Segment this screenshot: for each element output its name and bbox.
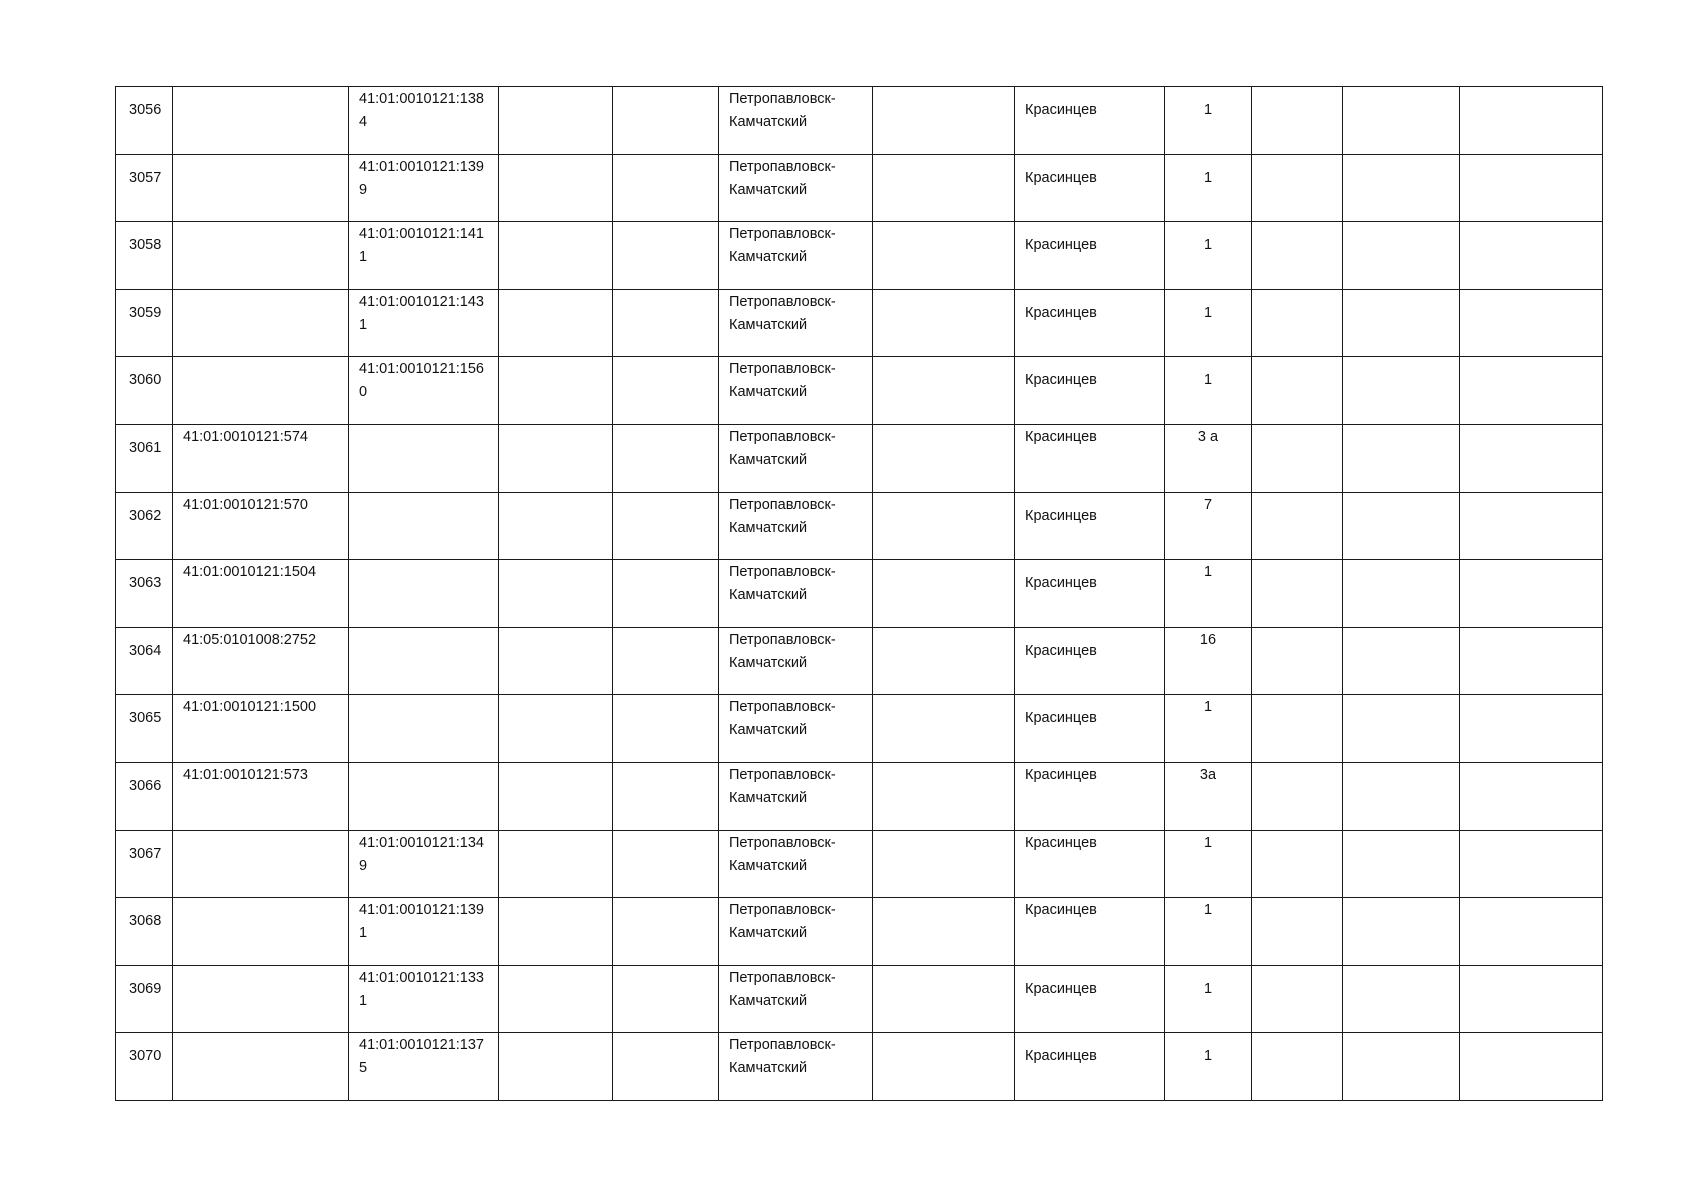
empty-col-11-cell <box>1343 898 1460 966</box>
cadastral-subnumber-cell <box>349 87 499 155</box>
street-cell <box>1015 289 1165 357</box>
city-cell <box>719 965 873 1033</box>
empty-col-5-cell <box>613 830 719 898</box>
house-number: 7 <box>1203 496 1213 513</box>
cadastral-subnumber-cell <box>349 695 499 763</box>
city: Петропавловск-Камчатский <box>729 902 836 942</box>
house-number: 1 <box>1203 980 1213 997</box>
row-number: 3064 <box>129 642 162 659</box>
cadastral-number: 41:01:0010121:570 <box>183 496 308 513</box>
cadastral-number-cell <box>173 762 349 830</box>
empty-col-12-cell <box>1460 424 1603 492</box>
cadastral-subnumber: 41:01:0010121:1431 <box>359 293 484 333</box>
row-number-cell <box>116 154 173 222</box>
street-cell <box>1015 762 1165 830</box>
row-number: 3066 <box>129 777 162 794</box>
cadastral-subnumber-cell <box>349 560 499 628</box>
cadastral-number-cell <box>173 560 349 628</box>
empty-col-12-cell <box>1460 492 1603 560</box>
house-number: 1 <box>1203 237 1213 254</box>
empty-col-7-cell <box>873 898 1015 966</box>
empty-col-10-cell <box>1252 289 1343 357</box>
house-number: 1 <box>1203 169 1213 186</box>
city-cell <box>719 830 873 898</box>
cadastral-subnumber-cell <box>349 627 499 695</box>
table-row <box>116 492 1603 560</box>
house-number-cell <box>1165 222 1252 290</box>
street: Красинцев <box>1025 642 1097 659</box>
city: Петропавловск-Камчатский <box>729 293 836 333</box>
street: Красинцев <box>1025 237 1097 254</box>
cadastral-number-cell <box>173 1033 349 1101</box>
empty-col-5-cell <box>613 695 719 763</box>
house-number-cell <box>1165 695 1252 763</box>
empty-col-4-cell <box>499 830 613 898</box>
row-number: 3069 <box>129 980 162 997</box>
city-cell <box>719 560 873 628</box>
empty-col-5-cell <box>613 762 719 830</box>
street-cell <box>1015 898 1165 966</box>
cadastral-number-cell <box>173 289 349 357</box>
empty-col-7-cell <box>873 424 1015 492</box>
empty-col-11-cell <box>1343 695 1460 763</box>
empty-col-5-cell <box>613 627 719 695</box>
house-number-cell <box>1165 627 1252 695</box>
empty-col-10-cell <box>1252 830 1343 898</box>
city-cell <box>719 492 873 560</box>
city: Петропавловск-Камчатский <box>729 428 836 468</box>
empty-col-7-cell <box>873 627 1015 695</box>
empty-col-5-cell <box>613 289 719 357</box>
cadastral-subnumber: 41:01:0010121:1411 <box>359 226 484 266</box>
city: Петропавловск-Камчатский <box>729 496 836 536</box>
cadastral-subnumber-cell <box>349 357 499 425</box>
empty-col-7-cell <box>873 289 1015 357</box>
empty-col-5-cell <box>613 1033 719 1101</box>
table-row <box>116 424 1603 492</box>
cadastral-number-cell <box>173 627 349 695</box>
cadastral-number: 41:01:0010121:573 <box>183 766 308 783</box>
table-row <box>116 357 1603 425</box>
house-number: 3 а <box>1197 428 1219 445</box>
empty-col-12-cell <box>1460 965 1603 1033</box>
city: Петропавловск-Камчатский <box>729 158 836 198</box>
house-number-cell <box>1165 424 1252 492</box>
empty-col-10-cell <box>1252 627 1343 695</box>
row-number: 3068 <box>129 913 162 930</box>
empty-col-12-cell <box>1460 627 1603 695</box>
house-number: 1 <box>1203 1048 1213 1065</box>
empty-col-10-cell <box>1252 762 1343 830</box>
empty-col-4-cell <box>499 965 613 1033</box>
city-cell <box>719 87 873 155</box>
row-number: 3059 <box>129 304 162 321</box>
cadastral-number-cell <box>173 695 349 763</box>
empty-col-4-cell <box>499 424 613 492</box>
empty-col-12-cell <box>1460 222 1603 290</box>
empty-col-7-cell <box>873 762 1015 830</box>
empty-col-11-cell <box>1343 560 1460 628</box>
cadastral-number-cell <box>173 222 349 290</box>
empty-col-7-cell <box>873 560 1015 628</box>
empty-col-7-cell <box>873 830 1015 898</box>
cadastral-number-cell <box>173 87 349 155</box>
cadastral-number-cell <box>173 357 349 425</box>
cadastral-number-cell <box>173 898 349 966</box>
empty-col-5-cell <box>613 222 719 290</box>
cadastral-subnumber: 41:01:0010121:1391 <box>359 902 484 942</box>
street-cell <box>1015 965 1165 1033</box>
empty-col-10-cell <box>1252 424 1343 492</box>
city: Петропавловск-Камчатский <box>729 361 836 401</box>
cadastral-subnumber-cell <box>349 965 499 1033</box>
house-number-cell <box>1165 762 1252 830</box>
cadastral-subnumber-cell <box>349 289 499 357</box>
table-row <box>116 830 1603 898</box>
cadastral-subnumber: 41:01:0010121:1399 <box>359 158 484 198</box>
empty-col-10-cell <box>1252 560 1343 628</box>
table-row <box>116 222 1603 290</box>
cadastral-subnumber-cell <box>349 154 499 222</box>
empty-col-12-cell <box>1460 154 1603 222</box>
empty-col-10-cell <box>1252 695 1343 763</box>
house-number-cell <box>1165 154 1252 222</box>
cadastral-number-cell <box>173 830 349 898</box>
cadastral-number-cell <box>173 154 349 222</box>
street-cell <box>1015 154 1165 222</box>
empty-col-4-cell <box>499 492 613 560</box>
street: Красинцев <box>1025 710 1097 727</box>
row-number-cell <box>116 830 173 898</box>
row-number: 3062 <box>129 507 162 524</box>
table-row <box>116 627 1603 695</box>
house-number-cell <box>1165 357 1252 425</box>
house-number-cell <box>1165 87 1252 155</box>
empty-col-11-cell <box>1343 289 1460 357</box>
street-cell <box>1015 222 1165 290</box>
street-cell <box>1015 87 1165 155</box>
city: Петропавловск-Камчатский <box>729 226 836 266</box>
empty-col-4-cell <box>499 222 613 290</box>
house-number-cell <box>1165 560 1252 628</box>
street-cell <box>1015 357 1165 425</box>
table-row <box>116 1033 1603 1101</box>
cadastral-subnumber-cell <box>349 492 499 560</box>
cadastral-number: 41:01:0010121:1500 <box>183 699 317 716</box>
street: Красинцев <box>1025 372 1097 389</box>
city: Петропавловск-Камчатский <box>729 699 836 739</box>
cadastral-subnumber: 41:01:0010121:1375 <box>359 1037 484 1077</box>
empty-col-12-cell <box>1460 87 1603 155</box>
street: Красинцев <box>1025 575 1097 592</box>
cadastral-number-cell <box>173 965 349 1033</box>
row-number-cell <box>116 965 173 1033</box>
empty-col-4-cell <box>499 627 613 695</box>
city: Петропавловск-Камчатский <box>729 834 836 874</box>
street: Красинцев <box>1025 102 1097 118</box>
street: Красинцев <box>1025 980 1097 997</box>
empty-col-11-cell <box>1343 154 1460 222</box>
empty-col-4-cell <box>499 1033 613 1101</box>
street: Красинцев <box>1025 507 1097 524</box>
empty-col-10-cell <box>1252 492 1343 560</box>
house-number-cell <box>1165 492 1252 560</box>
street: Красинцев <box>1025 1048 1097 1065</box>
table-row <box>116 898 1603 966</box>
row-number-cell <box>116 898 173 966</box>
cadastral-subnumber: 41:01:0010121:1331 <box>359 969 484 1009</box>
cadastral-subnumber: 41:01:0010121:1384 <box>359 91 484 130</box>
empty-col-5-cell <box>613 154 719 222</box>
city: Петропавловск-Камчатский <box>729 1037 836 1077</box>
empty-col-11-cell <box>1343 965 1460 1033</box>
empty-col-5-cell <box>613 898 719 966</box>
empty-col-7-cell <box>873 965 1015 1033</box>
house-number: 16 <box>1199 631 1217 648</box>
empty-col-11-cell <box>1343 627 1460 695</box>
empty-col-12-cell <box>1460 289 1603 357</box>
empty-col-4-cell <box>499 154 613 222</box>
row-number-cell <box>116 627 173 695</box>
row-number-cell <box>116 560 173 628</box>
empty-col-4-cell <box>499 762 613 830</box>
city: Петропавловск-Камчатский <box>729 766 836 806</box>
table-row <box>116 154 1603 222</box>
city-cell <box>719 424 873 492</box>
cadastral-number-cell <box>173 424 349 492</box>
empty-col-11-cell <box>1343 492 1460 560</box>
row-number: 3063 <box>129 575 162 592</box>
city-cell <box>719 1033 873 1101</box>
empty-col-12-cell <box>1460 560 1603 628</box>
cadastral-subnumber-cell <box>349 898 499 966</box>
table-row <box>116 560 1603 628</box>
empty-col-4-cell <box>499 289 613 357</box>
cadastral-subnumber: 41:01:0010121:1560 <box>359 361 484 401</box>
cadastral-number: 41:05:0101008:2752 <box>183 631 317 648</box>
row-number: 3056 <box>129 102 162 118</box>
empty-col-5-cell <box>613 357 719 425</box>
table-row <box>116 289 1603 357</box>
street-cell <box>1015 1033 1165 1101</box>
empty-col-7-cell <box>873 87 1015 155</box>
registry-table <box>115 86 1603 1101</box>
empty-col-11-cell <box>1343 222 1460 290</box>
table-row <box>116 87 1603 155</box>
street-cell <box>1015 830 1165 898</box>
cadastral-subnumber-cell <box>349 1033 499 1101</box>
empty-col-4-cell <box>499 695 613 763</box>
empty-col-12-cell <box>1460 830 1603 898</box>
row-number: 3060 <box>129 372 162 389</box>
empty-col-11-cell <box>1343 762 1460 830</box>
empty-col-10-cell <box>1252 1033 1343 1101</box>
empty-col-7-cell <box>873 695 1015 763</box>
empty-col-5-cell <box>613 965 719 1033</box>
table-row <box>116 695 1603 763</box>
empty-col-5-cell <box>613 492 719 560</box>
house-number: 1 <box>1203 102 1213 118</box>
empty-col-10-cell <box>1252 357 1343 425</box>
house-number-cell <box>1165 289 1252 357</box>
street: Красинцев <box>1025 902 1097 919</box>
row-number-cell <box>116 222 173 290</box>
empty-col-5-cell <box>613 424 719 492</box>
city: Петропавловск-Камчатский <box>729 91 836 130</box>
street-cell <box>1015 695 1165 763</box>
row-number-cell <box>116 762 173 830</box>
house-number-cell <box>1165 898 1252 966</box>
empty-col-7-cell <box>873 1033 1015 1101</box>
empty-col-11-cell <box>1343 424 1460 492</box>
cadastral-subnumber-cell <box>349 762 499 830</box>
empty-col-7-cell <box>873 154 1015 222</box>
row-number-cell <box>116 357 173 425</box>
row-number: 3058 <box>129 237 162 254</box>
table-row <box>116 965 1603 1033</box>
empty-col-12-cell <box>1460 357 1603 425</box>
empty-col-5-cell <box>613 87 719 155</box>
empty-col-11-cell <box>1343 87 1460 155</box>
house-number: 1 <box>1203 834 1213 851</box>
empty-col-11-cell <box>1343 357 1460 425</box>
street-cell <box>1015 492 1165 560</box>
cadastral-number: 41:01:0010121:1504 <box>183 564 317 581</box>
row-number: 3070 <box>129 1048 162 1065</box>
street: Красинцев <box>1025 428 1097 445</box>
house-number-cell <box>1165 965 1252 1033</box>
city-cell <box>719 762 873 830</box>
cadastral-subnumber-cell <box>349 424 499 492</box>
empty-col-10-cell <box>1252 154 1343 222</box>
city-cell <box>719 154 873 222</box>
city: Петропавловск-Камчатский <box>729 631 836 671</box>
house-number: 1 <box>1203 902 1213 919</box>
street: Красинцев <box>1025 834 1097 851</box>
empty-col-4-cell <box>499 357 613 425</box>
row-number: 3057 <box>129 169 162 186</box>
house-number: 3а <box>1199 766 1217 783</box>
city-cell <box>719 222 873 290</box>
empty-col-4-cell <box>499 560 613 628</box>
house-number: 1 <box>1203 304 1213 321</box>
house-number-cell <box>1165 830 1252 898</box>
empty-col-5-cell <box>613 560 719 628</box>
empty-col-11-cell <box>1343 1033 1460 1101</box>
city-cell <box>719 695 873 763</box>
empty-col-10-cell <box>1252 222 1343 290</box>
house-number: 1 <box>1203 699 1213 716</box>
cadastral-number-cell <box>173 492 349 560</box>
empty-col-12-cell <box>1460 1033 1603 1101</box>
row-number-cell <box>116 1033 173 1101</box>
street: Красинцев <box>1025 304 1097 321</box>
city: Петропавловск-Камчатский <box>729 969 836 1009</box>
row-number: 3067 <box>129 845 162 862</box>
empty-col-12-cell <box>1460 695 1603 763</box>
empty-col-12-cell <box>1460 762 1603 830</box>
empty-col-7-cell <box>873 222 1015 290</box>
street-cell <box>1015 424 1165 492</box>
cadastral-subnumber: 41:01:0010121:1349 <box>359 834 484 874</box>
row-number-cell <box>116 424 173 492</box>
city-cell <box>719 289 873 357</box>
row-number: 3061 <box>129 439 162 456</box>
empty-col-12-cell <box>1460 898 1603 966</box>
house-number: 1 <box>1203 564 1213 581</box>
street: Красинцев <box>1025 766 1097 783</box>
empty-col-4-cell <box>499 898 613 966</box>
row-number-cell <box>116 492 173 560</box>
street-cell <box>1015 627 1165 695</box>
city-cell <box>719 357 873 425</box>
empty-col-10-cell <box>1252 898 1343 966</box>
street: Красинцев <box>1025 169 1097 186</box>
cadastral-subnumber-cell <box>349 830 499 898</box>
city-cell <box>719 627 873 695</box>
table-row <box>116 762 1603 830</box>
empty-col-7-cell <box>873 492 1015 560</box>
row-number: 3065 <box>129 710 162 727</box>
empty-col-7-cell <box>873 357 1015 425</box>
cadastral-number: 41:01:0010121:574 <box>183 428 308 445</box>
house-number-cell <box>1165 1033 1252 1101</box>
table-body <box>116 87 1603 1101</box>
street-cell <box>1015 560 1165 628</box>
empty-col-11-cell <box>1343 830 1460 898</box>
cadastral-subnumber-cell <box>349 222 499 290</box>
empty-col-10-cell <box>1252 965 1343 1033</box>
house-number: 1 <box>1203 372 1213 389</box>
row-number-cell <box>116 289 173 357</box>
empty-col-10-cell <box>1252 87 1343 155</box>
city-cell <box>719 898 873 966</box>
empty-col-4-cell <box>499 87 613 155</box>
city: Петропавловск-Камчатский <box>729 564 836 604</box>
row-number-cell <box>116 87 173 155</box>
row-number-cell <box>116 695 173 763</box>
